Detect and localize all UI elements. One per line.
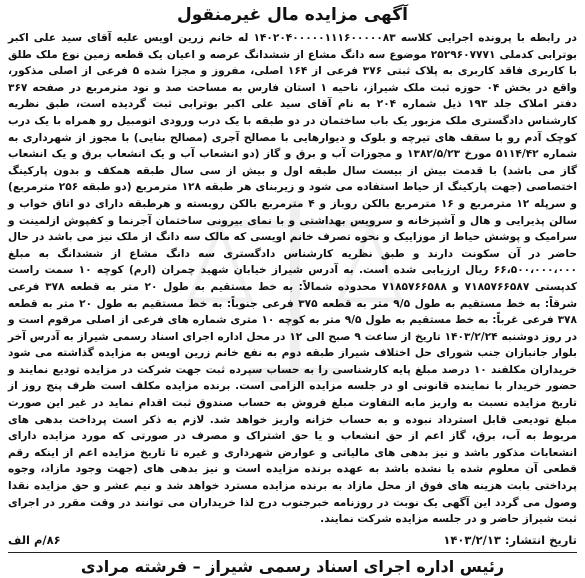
notice-body: در رابطه با پرونده اجرایی کلاسه ۱۴۰۲۰۴۰۰۰۰۰۱۱۱۶۰۰۰۰۰۸۳ له خانم زرین اویس علیه آقای سید علی اکبر بوترابی کدملی ۲۵۲۹۶۰۷۷۷۱ موضوع سه دانگ مشاع از ششدانگ عرصه و اعیان یک قطعه زمین نوع ملک طلق با کاربری فاقد کاربری به پلاک ثبتی ۳۷۶ فرعی از ۱۶۴ اصلی، مفروز و مجزا شده ۵ فرعی از اصلی مذکور، واقع در بخش ۰۴ حوزه ثبت ملک شیراز، ناحیه ۱ استان فارس به مساحت صد و نود مترمربع در صفحه ۳۶۷ دفتر املاک جلد ۱۹۳ ذیل شماره ۲۰۴ به نام آقای سید علی اکبر بوترابی ثبت گردیده است، طبق نظریه کارشناس دادگستری ملک مزبور یک باب ساختمان در دو طبقه با یک درب ورودی اتومبیل رو همراه با یک درب کوچک آدم رو با سقف های تیرچه و بلوک و دیوارهایی با مصالح آجری (مصالح بنایی) با مجوز از شهرداری به شماره ۵۱۱۴/۴۲ مورخ ۱۳۸۲/۵/۲۳ و مجوزات آب و برق و گاز (دو انشعاب آب و یک انشعاب برق و یک انشعاب گاز می باشد) با قدمت بیش از بیست سال طبقه اول و بیش از سی سال طبقه همکف و بدون پارکینگ اختصاصی (جهت پارکینگ از حیاط استفاده می شود و زیربنای هر طبقه ۱۲۸ مترمربع (دو طبقه ۲۵۶ مترمربع) و سرپله ۱۲ مترمربع و ۱۶ مترمربع بالکن روباز و ۴ مترمربع بالکن روبسته و هرطبقه دارای دو اتاق خواب و سالن پذیرایی و هال و آشپزخانه و سرویس بهداشتی و با نمای بیرونی ساختمان آجرنما و کفپوش ازلمینت و سرامیک و پوشش حیاط از موزاییک و نحوه تصرف خانم اویسی که مالک سه دانگ از ملک نیز می باشد در حال حاضر در آن سکونت دارند و طبق نظریه کارشناس دادگستری سه دانگ مشاع از ششدانگ به مبلغ ۶۶،۵۰۰،۰۰۰،۰۰۰ ریال ارزیابی شده است. به آدرس شیراز خیابان شهید چمران (ارم) کوچه ۱۰ سمت راست کدپستی ۷۱۸۵۷۶۶۵۸۷ و ۷۱۸۵۷۶۶۵۸۸ محدوده شمالاً: به خط مستقیم به طول ۲۰ متر به قطعه ۳۷۸ فرعی شرقاً: به خط مستقیم به طول ۹/۵ متر به قطعه ۳۷۵ فرعی جنوباً: به خط مستقیم به طول ۲۰ متر به قطعه ۳۷۸ فرعی غرباً: به خط مستقیم به طول ۹/۵ متر به کوچه ۱۰ متری شماره های فرعی از اصلی مرقوم است و در روز دوشنبه ۱۴۰۳/۲/۲۴ تاریخ از ساعت ۹ صبح الی ۱۲ در محل اداره اجرای اسناد رسمی شیراز به آدرس آخر بلوار جانبازان جنب شورای حل اختلاف شیراز طبقه دوم به نفع خانم زرین اویس به مزایده گذاشته می شود خریداران مکلفند ۱۰ درصد مبلغ پایه کارشناسی را به حساب سپرده ثبت جهت شرکت در مزایده تودیع نمایند و حضور خریدار با نماینده قانونی او در جلسه مزایده الزامی است. برنده مزایده مکلف است ظرف پنج روز از تاریخ مزایده نسبت به واریز مابه التفاوت مبلغ فروش به حساب صندوق ثبت اقدام نماید در غیر این صورت مبلغ تودیعی قابل استرداد نبوده و به حساب خزانه واریز خواهد شد. لازم به ذکر است پرداخت بدهی های مربوط به آب، برق، گاز اعم از حق انشعاب و یا حق اشتراک و مصرف در صورتی که مورد مزایده دارای انشعابات مذکور باشد و نیز بدهی های مالیاتی و عوارض شهرداری و غیره تا تاریخ مزایده اعم از اینکه رقم قطعی آن معلوم شده یا نشده باشد به عهده برنده مزایده است و نیز بدهی های (جهت وجود مازاد، وجوه پرداختی بابت هزینه های فوق از محل مازاد به برنده مزایده مسترد خواهد شد و نیم عشر و حق مزایده نقدا وصول می گردد این آگهی یک نوبت در روزنامه خبرجنوب درج لذا خریداران می توانند در وقت مقرر در اجرای ثبت شیراز حاضر و در جلسه مزایده شرکت نمایند. — [8, 32, 578, 526]
notice-title: آگهی مزایده مال غیرمنقول — [177, 5, 408, 25]
signature: رئیس اداره اجرای اسناد رسمی شیراز – فرشته مرادی — [80, 556, 505, 576]
publish-date: تاریخ انتشار: ۱۴۰۳/۲/۱۳ — [443, 532, 577, 547]
reference-code: ۸۶/م الف — [8, 532, 61, 547]
notice-meta — [8, 531, 577, 549]
divider — [8, 552, 577, 553]
